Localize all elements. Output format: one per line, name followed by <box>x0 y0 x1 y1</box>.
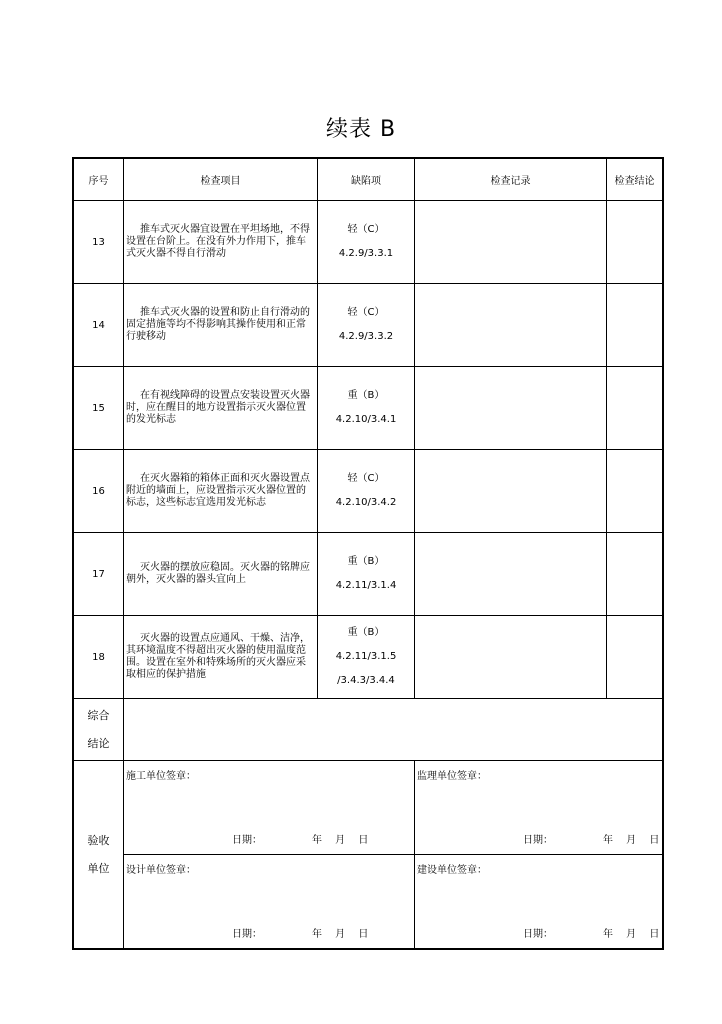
summary-row <box>74 699 663 761</box>
table-row <box>74 367 663 450</box>
date-ymd: 年 月 日 <box>603 929 660 940</box>
row-item: 推车式灭火器宜设置在平坦场地，不得设置在台阶上。在没有外力作用下，推车式灭火器不得自行滑动 <box>124 201 318 284</box>
row-defect: 重（B） 4.2.11/3.1.5 /3.4.3/3.4.4 <box>318 616 415 699</box>
date-label: 日期： <box>523 929 553 940</box>
row-seq: 17 <box>74 533 124 616</box>
acceptance-label: 验收 单位 <box>74 761 124 949</box>
table-row <box>74 616 663 699</box>
row-defect: 重（B） 4.2.10/3.4.1 <box>318 367 415 450</box>
conclusion-cell[interactable] <box>607 284 663 367</box>
record-cell[interactable] <box>415 284 607 367</box>
design-signature-cell[interactable] <box>124 855 415 949</box>
owner-signature-cell[interactable] <box>415 855 663 949</box>
header-seq: 序号 <box>74 159 124 201</box>
record-cell[interactable] <box>415 367 607 450</box>
row-item: 在有视线障碍的设置点安装设置灭火器时，应在醒目的地方设置指示灭火器位置的发光标志 <box>124 367 318 450</box>
table-row <box>74 284 663 367</box>
row-defect: 轻（C） 4.2.10/3.4.2 <box>318 450 415 533</box>
page-title: 续表 B <box>325 117 397 142</box>
row-seq: 16 <box>74 450 124 533</box>
supervision-label: 监理单位签章： <box>417 771 487 782</box>
row-seq: 18 <box>74 616 124 699</box>
date-ymd: 年 月 日 <box>603 835 660 846</box>
summary-cell[interactable] <box>124 699 663 761</box>
inspection-table <box>73 158 663 949</box>
row-seq: 15 <box>74 367 124 450</box>
conclusion-cell[interactable] <box>607 367 663 450</box>
conclusion-cell[interactable] <box>607 201 663 284</box>
row-item: 灭火器的摆放应稳固。灭火器的铭牌应朝外，灭火器的器头宜向上 <box>124 533 318 616</box>
header-item: 检查项目 <box>124 159 318 201</box>
conclusion-cell[interactable] <box>607 616 663 699</box>
date-ymd: 年 月 日 <box>312 835 369 846</box>
table-row <box>74 533 663 616</box>
record-cell[interactable] <box>415 450 607 533</box>
row-item: 灭火器的设置点应通风、干燥、洁净，其环境温度不得超出灭火器的使用温度范围。设置在室外和特殊场所的灭火器应采取相应的保护措施 <box>124 616 318 699</box>
acceptance-row-1 <box>74 761 663 855</box>
date-ymd: 年 月 日 <box>312 929 369 940</box>
date-label: 日期： <box>523 835 553 846</box>
row-item: 在灭火器箱的箱体正面和灭火器设置点附近的墙面上，应设置指示灭火器位置的标志，这些标志宜选用发光标志 <box>124 450 318 533</box>
header-conclusion: 检查结论 <box>607 159 663 201</box>
header-record: 检查记录 <box>415 159 607 201</box>
row-seq: 13 <box>74 201 124 284</box>
date-label: 日期： <box>232 835 262 846</box>
row-seq: 14 <box>74 284 124 367</box>
record-cell[interactable] <box>415 533 607 616</box>
row-defect: 轻（C） 4.2.9/3.3.1 <box>318 201 415 284</box>
supervision-signature-cell[interactable] <box>415 761 663 855</box>
table-row <box>74 450 663 533</box>
date-label: 日期： <box>232 929 262 940</box>
owner-label: 建设单位签章： <box>417 865 487 876</box>
construction-label: 施工单位签章： <box>126 771 196 782</box>
row-defect: 重（B） 4.2.11/3.1.4 <box>318 533 415 616</box>
row-defect: 轻（C） 4.2.9/3.3.2 <box>318 284 415 367</box>
row-item: 推车式灭火器的设置和防止自行滑动的固定措施等均不得影响其操作使用和正常行驶移动 <box>124 284 318 367</box>
construction-signature-cell[interactable] <box>124 761 415 855</box>
conclusion-cell[interactable] <box>607 533 663 616</box>
conclusion-cell[interactable] <box>607 450 663 533</box>
acceptance-row-2 <box>74 855 663 949</box>
record-cell[interactable] <box>415 616 607 699</box>
table-row <box>74 201 663 284</box>
header-row <box>74 159 663 201</box>
summary-label: 综合 结论 <box>74 699 124 761</box>
header-defect: 缺陷项 <box>318 159 415 201</box>
record-cell[interactable] <box>415 201 607 284</box>
design-label: 设计单位签章： <box>126 865 196 876</box>
